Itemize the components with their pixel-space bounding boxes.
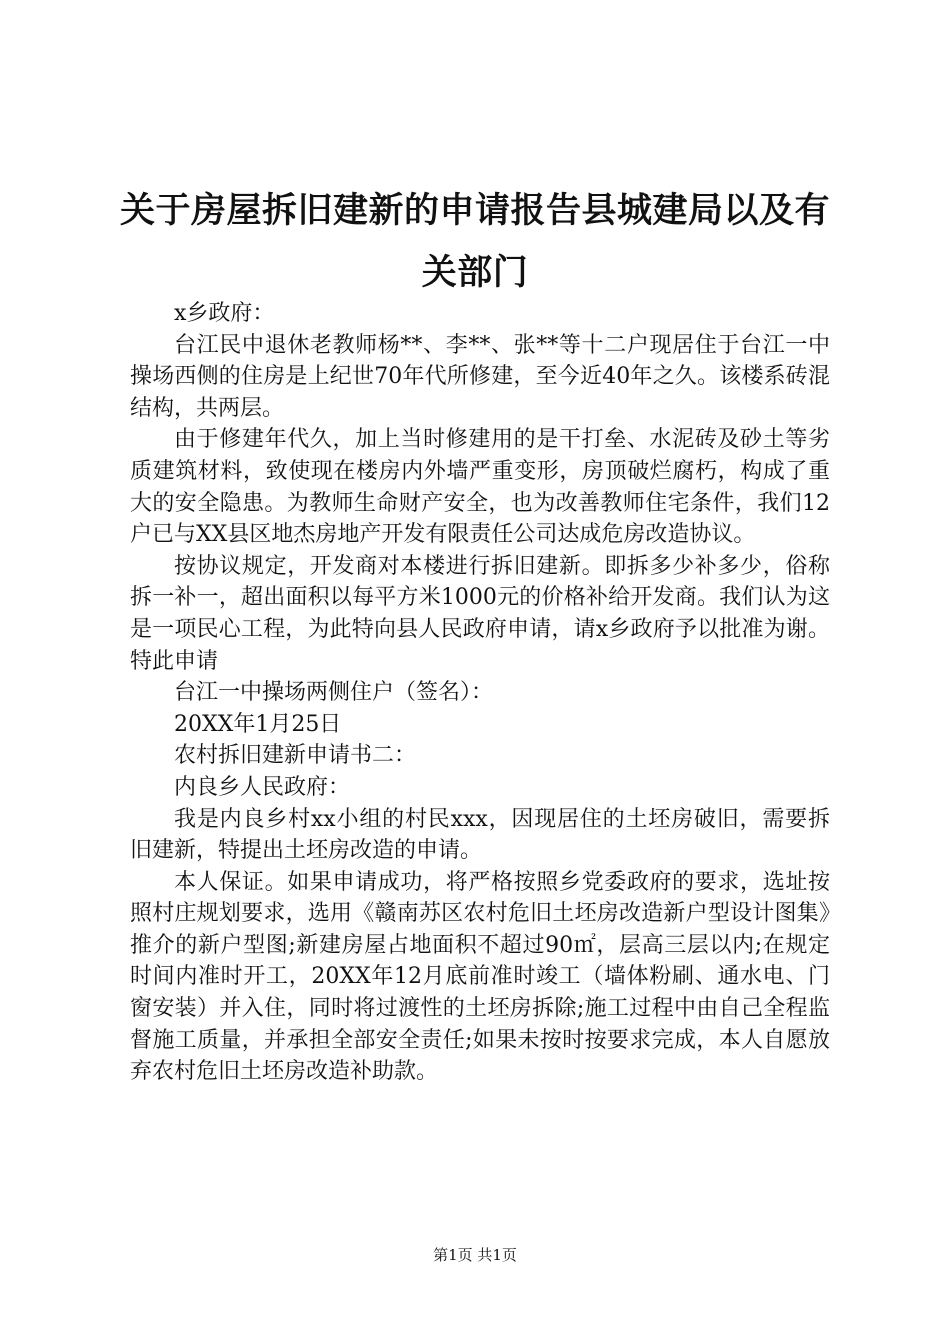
paragraph-date: 20XX年1月25日 xyxy=(174,711,342,737)
paragraph-hazard: 由于修建年代久，加上当时修建用的是干打垒、水泥砖及砂土等劣质建筑材料，致使现在楼房内外墙严重变形，房顶破烂腐朽，构成了重大的安全隐患。为教师生命财产安全，也为改善教师住宅条件，我们12户已与XX县区地杰房地产开发有限责任公司达成危房改造协议。 xyxy=(130,427,830,548)
paragraph-agreement: 按协议规定，开发商对本楼进行拆旧建新。即拆多少补多少，俗称拆一补一，超出面积以每平方米1000元的价格补给开发商。我们认为这是一项民心工程，为此特向县人民政府申请，请x乡政府予以批准为谢。特此申请 xyxy=(130,553,830,674)
page-footer: 第1页 共1页 xyxy=(433,1246,517,1264)
document-title: 关于房屋拆旧建新的申请报告县城建局以及有关部门 xyxy=(119,190,830,293)
paragraph-salutation: x乡政府： xyxy=(174,301,275,326)
paragraph-second-request: 我是内良乡村xx小组的村民xxx，因现居住的土坯房破旧，需要拆旧建新，特提出土坯房改造的申请。 xyxy=(130,806,830,864)
document-body xyxy=(130,298,830,1088)
paragraph-second-salutation: 内良乡人民政府： xyxy=(174,774,351,800)
paragraph-second-letter-heading: 农村拆旧建新申请书二： xyxy=(174,743,417,769)
paragraph-signature-line: 台江一中操场两侧住户（签名）： xyxy=(174,680,494,706)
paragraph-background: 台江民中退休老教师杨**、李**、张**等十二户现居住于台江一中操场西侧的住房是上纪世70年代所修建，至今近40年之久。该楼系砖混结构，共两层。 xyxy=(130,332,830,421)
paragraph-second-pledge: 本人保证。如果申请成功，将严格按照乡党委政府的要求，选址按照村庄规划要求，选用《赣南苏区农村危旧土坯房改造新户型设计图集》推介的新户型图;新建房屋占地面积不超过90㎡，层高三层以内;在规定时间内准时开工，20XX年12月底前准时竣工（墙体粉刷、通水电、门窗安装）并入住，同时将过渡性的土坯房拆除;施工过程中由自己全程监督施工质量，并承担全部安全责任;如果未按时按要求完成，本人自愿放弃农村危旧土坯房改造补助款。 xyxy=(130,869,830,1085)
